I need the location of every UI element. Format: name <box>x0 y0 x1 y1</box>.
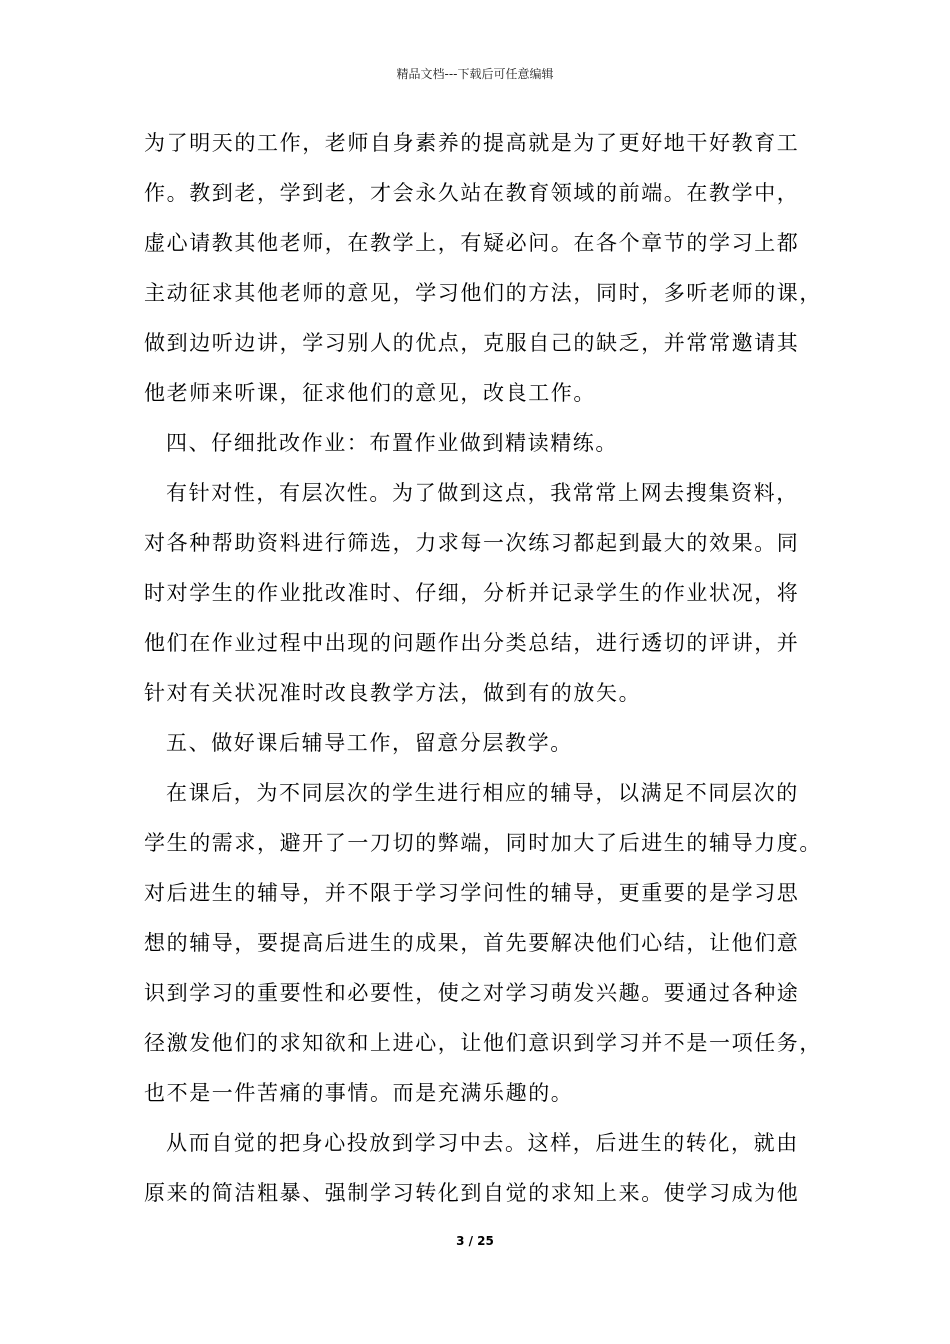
text-line: 作。教到老，学到老，才会永久站在教育领域的前端。在教学中， <box>144 181 800 205</box>
page-number: 3 / 25 <box>456 1234 494 1248</box>
text-line: 径激发他们的求知欲和上进心，让他们意识到学习并不是一项任务， <box>144 1031 822 1055</box>
text-line: 有针对性，有层次性。为了做到这点，我常常上网去搜集资料， <box>166 481 799 505</box>
text-line: 识到学习的重要性和必要性，使之对学习萌发兴趣。要通过各种途 <box>144 981 800 1005</box>
text-line: 原来的简洁粗暴、强制学习转化到自觉的求知上来。使学习成为他 <box>144 1181 800 1205</box>
text-line: 也不是一件苦痛的事情。而是充满乐趣的。 <box>144 1081 574 1105</box>
text-line: 他老师来听课，征求他们的意见，改良工作。 <box>144 381 596 405</box>
text-line: 想的辅导，要提高后进生的成果，首先要解决他们心结，让他们意 <box>144 931 800 955</box>
page-header: 精品文档---下载后可任意编辑 <box>396 67 554 81</box>
text-line: 他们在作业过程中出现的问题作出分类总结，进行透切的评讲，并 <box>144 631 800 655</box>
text-line: 为了明天的工作，老师自身素养的提高就是为了更好地干好教育工 <box>144 131 800 155</box>
text-line: 对后进生的辅导，并不限于学习学问性的辅导，更重要的是学习思 <box>144 881 800 905</box>
text-line: 针对有关状况准时改良教学方法，做到有的放矢。 <box>144 681 642 705</box>
text-line: 做到边听边讲，学习别人的优点，克服自己的缺乏，并常常邀请其 <box>144 331 800 355</box>
text-line: 在课后，为不同层次的学生进行相应的辅导，以满足不同层次的 <box>166 781 799 805</box>
text-line: 对各种帮助资料进行筛选，力求每一次练习都起到最大的效果。同 <box>144 531 800 555</box>
text-line: 虚心请教其他老师，在教学上，有疑必问。在各个章节的学习上都 <box>144 231 800 255</box>
text-line: 从而自觉的把身心投放到学习中去。这样，后进生的转化，就由 <box>166 1131 799 1155</box>
text-line: 主动征求其他老师的意见，学习他们的方法，同时，多听老师的课， <box>144 281 822 305</box>
section-heading: 五、做好课后辅导工作，留意分层教学。 <box>166 731 573 755</box>
text-line: 时对学生的作业批改准时、仔细，分析并记录学生的作业状况，将 <box>144 581 800 605</box>
section-heading: 四、仔细批改作业：布置作业做到精读精练。 <box>166 431 618 455</box>
text-line: 学生的需求，避开了一刀切的弊端，同时加大了后进生的辅导力度。 <box>144 831 822 855</box>
